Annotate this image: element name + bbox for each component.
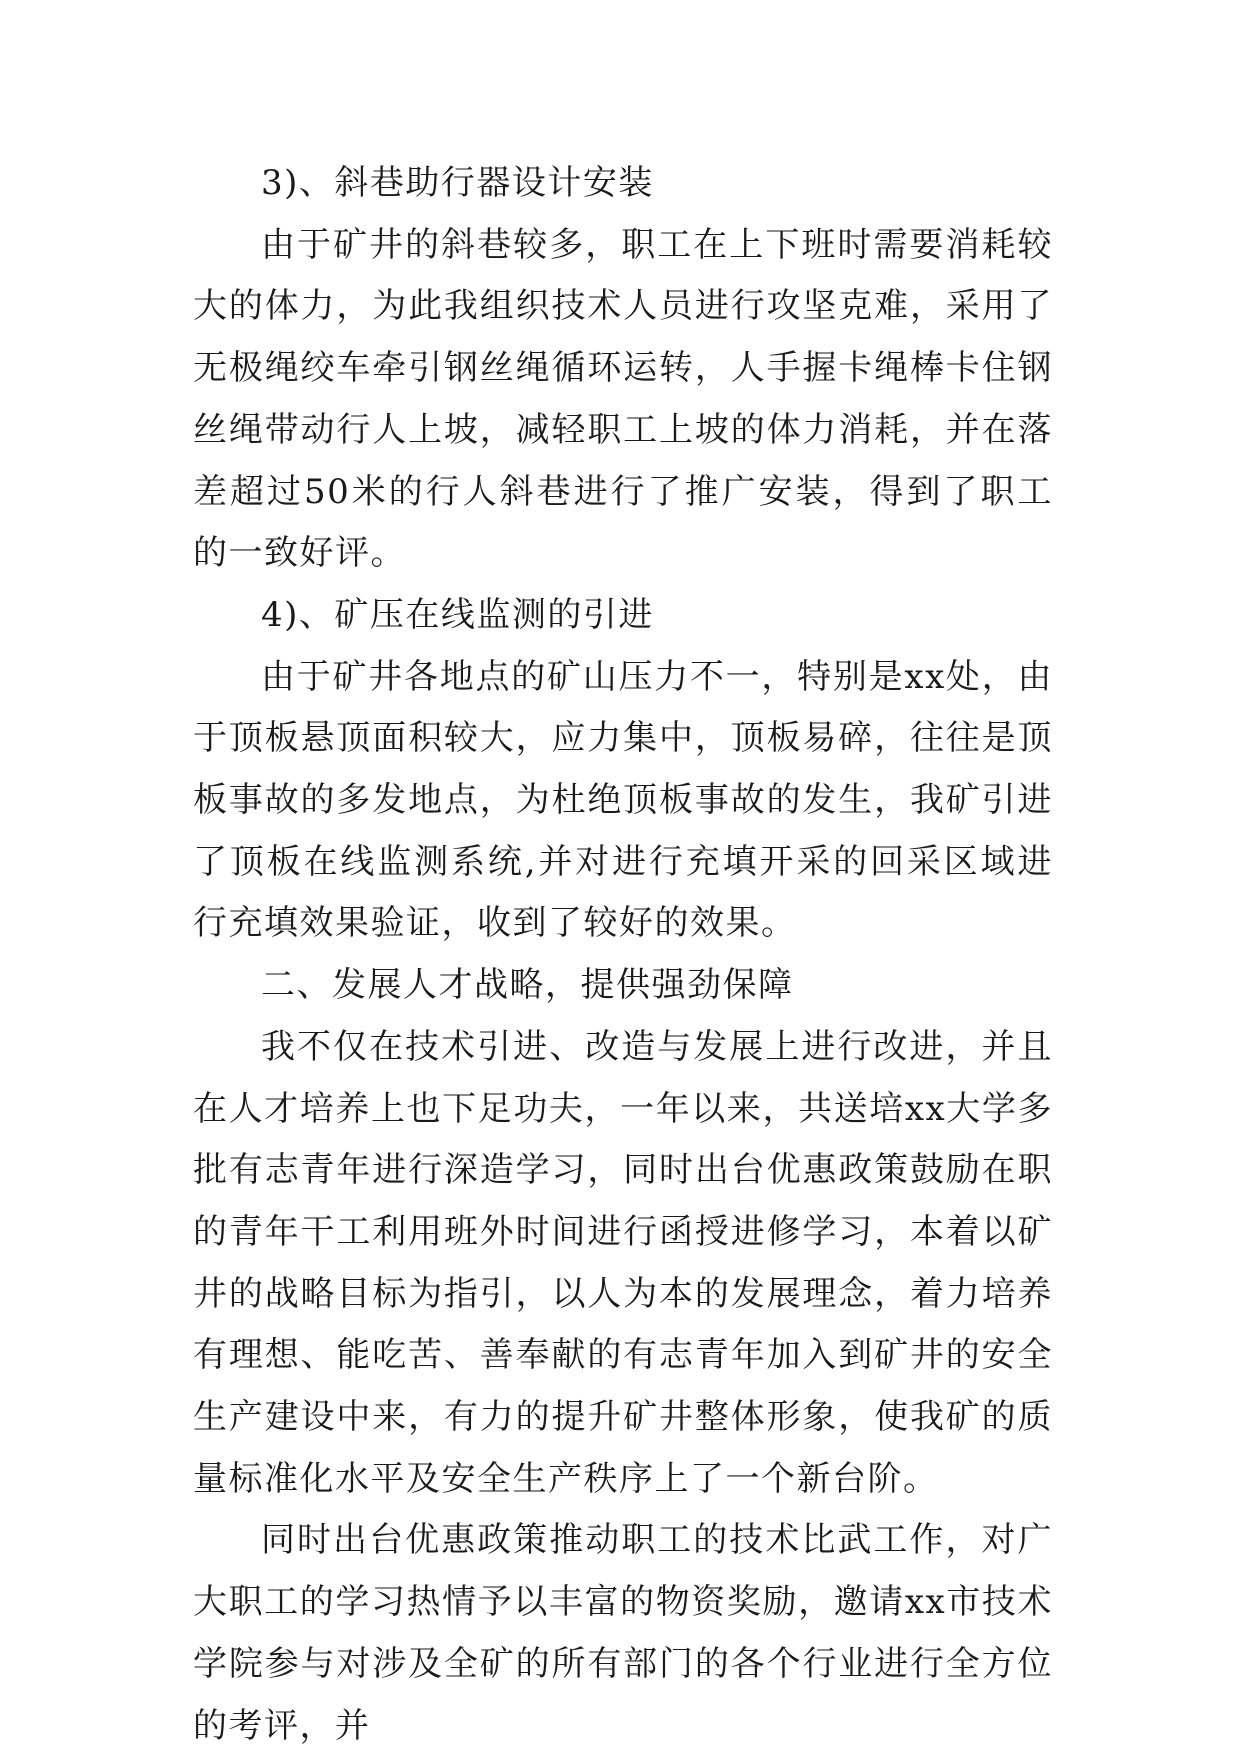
paragraph-talent-training: 我不仅在技术引进、改造与发展上进行改进，并且在人才培养上也下足功夫，一年以来，共送培xx大学多批有志青年进行深造学习，同时出台优惠政策鼓励在职的青年干工利用班外时间进行函授进修学习，本着以矿井的战略目标为指引，以人为本的发展理念，着力培养有理想、能吃苦、善奉献的有志青年加入到矿井的安全生产建设中来，有力的提升矿井整体形象，使我矿的质量标准化水平及安全生产秩序上了一个新台阶。 xyxy=(193,1026,1053,1499)
paragraph-incline-walking-aid: 由于矿井的斜巷较多，职工在上下班时需要消耗较大的体力，为此我组织技术人员进行攻坚克难，采用了无极绳绞车牵引钢丝绳循环运转，人手握卡绳棒卡住钢丝绳带动行人上坡，减轻职工上坡的体力消耗，并在落差超过50米的行人斜巷进行了推广安装，得到了职工的一致好评。 xyxy=(193,224,1053,574)
heading-rock-pressure-monitoring: 4)、矿压在线监测的引进 xyxy=(261,594,654,635)
heading-incline-walking-aid: 3)、斜巷助行器设计安装 xyxy=(261,163,654,203)
heading-talent-strategy: 二、发展人才战略，提供强劲保障 xyxy=(261,965,794,1006)
document-body xyxy=(193,153,1053,1757)
paragraph-rock-pressure-monitoring: 由于矿井各地点的矿山压力不一，特别是xx处，由于顶板悬顶面积较大，应力集中，顶板易碎，往往是顶板事故的多发地点，为杜绝顶板事故的发生，我矿引进了顶板在线监测系统,并对进行充填开采的回采区域进行充填效果验证，收到了较好的效果。 xyxy=(193,656,1053,944)
paragraph-skills-competition: 同时出台优惠政策推动职工的技术比武工作，对广大职工的学习热情予以丰富的物资奖励，邀请xx市技术学院参与对涉及全矿的所有部门的各个行业进行全方位的考评，并 xyxy=(193,1520,1053,1746)
